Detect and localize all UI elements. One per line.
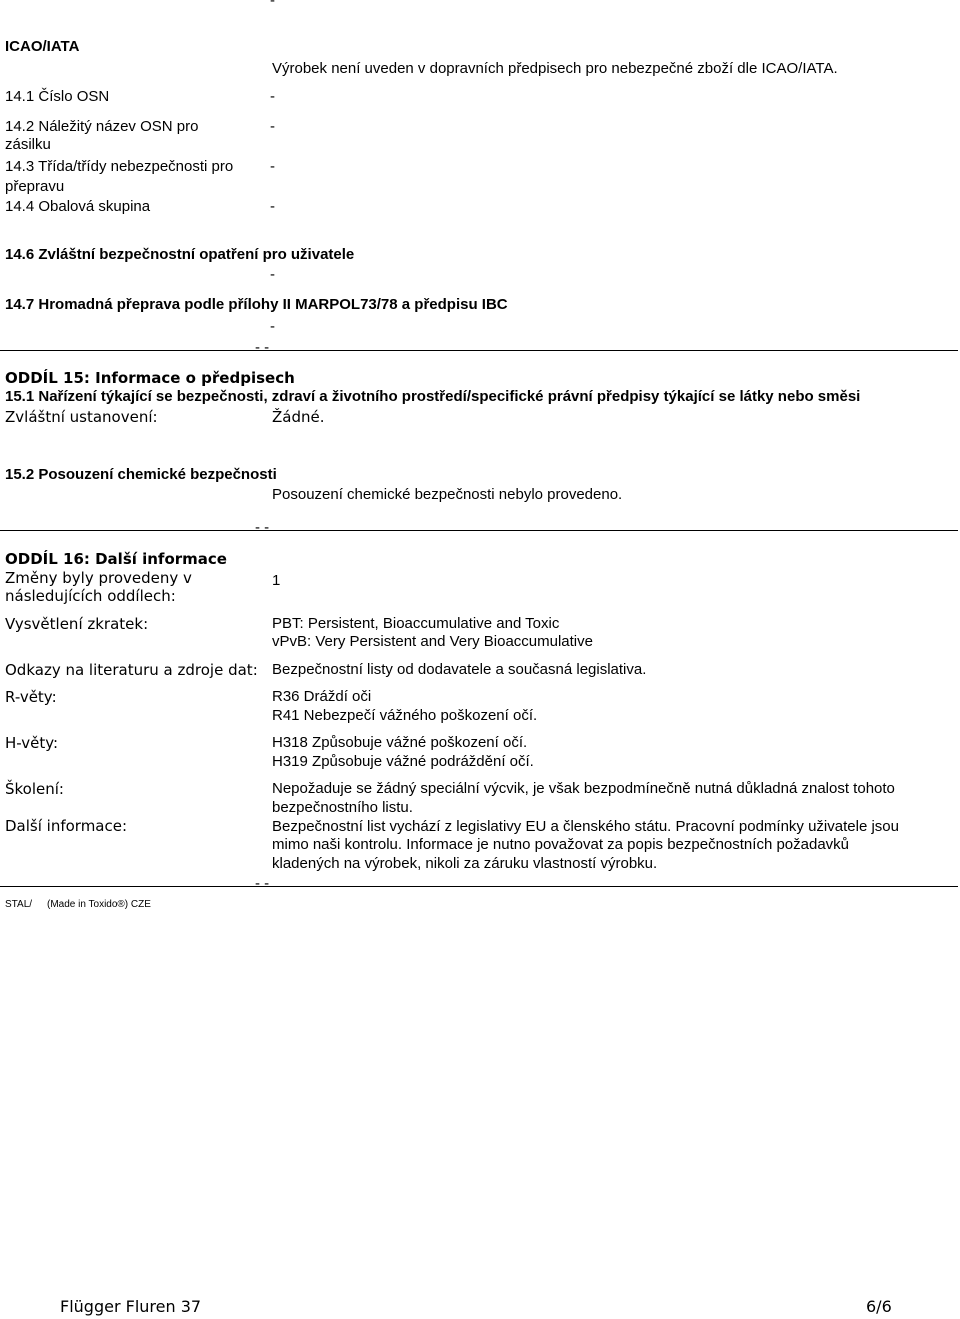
section-14-6-value: - — [270, 266, 275, 283]
other-info-line-3: kladených na výrobek, nikoli za záruku vlastností výrobku. — [272, 855, 658, 872]
section-divider — [0, 886, 958, 887]
abbrev-line-1: PBT: Persistent, Bioaccumulative and Toxic — [272, 615, 560, 632]
footer-code: STAL/ — [5, 899, 33, 910]
section-15-2-value: Posouzení chemické bezpečnosti nebylo provedeno. — [272, 486, 623, 503]
abbrev-label: Vysvětlení zkratek: — [5, 615, 149, 633]
section-divider — [0, 530, 958, 531]
hazard-class-label-2: přepravu — [5, 178, 65, 195]
section-14-6-title: 14.6 Zvláštní bezpečnostní opatření pro uživatele — [5, 246, 355, 263]
icao-heading: ICAO/IATA — [5, 38, 80, 55]
section-14-7-title: 14.7 Hromadná přeprava podle přílohy II MARPOL73/78 a předpisu IBC — [5, 296, 508, 313]
other-info-label: Další informace: — [5, 817, 128, 835]
r-phrase-1: R36 Dráždí oči — [272, 688, 372, 705]
section-15-2-title: 15.2 Posouzení chemické bezpečnosti — [5, 466, 277, 483]
training-line-2: bezpečnostního listu. — [272, 799, 413, 816]
r-phrases-label: R-věty: — [5, 688, 57, 706]
references-value: Bezpečnostní listy od dodavatele a současná legislativa. — [272, 661, 647, 678]
hazard-class-value: - — [270, 158, 275, 175]
changes-label-1: Změny byly provedeny v — [5, 569, 192, 587]
rule-marker: - - — [255, 875, 270, 892]
other-info-line-2: mimo naši kontrolu. Informace je nutno považovat za popis bezpečnostních požadavků — [272, 836, 850, 853]
h-phrases-label: H-věty: — [5, 734, 59, 752]
references-label: Odkazy na literaturu a zdroje dat: — [5, 661, 258, 679]
footer-product-name: Flügger Fluren 37 — [60, 1297, 202, 1316]
shipping-name-value: - — [270, 118, 275, 135]
rule-marker: - - — [255, 519, 270, 536]
packing-group-value: - — [270, 198, 275, 215]
footer-made-in: (Made in Toxido®) CZE — [47, 899, 151, 910]
shipping-name-label-2: zásilku — [5, 136, 51, 153]
rule-marker: - - — [255, 339, 270, 356]
hazard-class-label-1: 14.3 Třída/třídy nebezpečnosti pro — [5, 158, 234, 175]
icao-note: Výrobek není uveden v dopravních předpisech pro nebezpečné zboží dle ICAO/IATA. — [272, 60, 838, 77]
special-provisions-label: Zvláštní ustanovení: — [5, 408, 158, 426]
h-phrase-2: H319 Způsobuje vážné podráždění očí. — [272, 753, 534, 770]
un-number-label: 14.1 Číslo OSN — [5, 88, 110, 105]
section-15-1-title: 15.1 Nařízení týkající se bezpečnosti, zdraví a životního prostředí/specifické právní předpisy týkající se látky nebo směsi — [5, 388, 861, 405]
h-phrase-1: H318 Způsobuje vážné poškození očí. — [272, 734, 528, 751]
training-line-1: Nepožaduje se žádný speciální výcvik, je však bezpodmínečně nutná důkladná znalost tohoto — [272, 780, 895, 797]
changes-label-2: následujících oddílech: — [5, 587, 176, 605]
other-info-line-1: Bezpečnostní list vychází z legislativy EU a členského státu. Pracovní podmínky uživatele jsou — [272, 818, 899, 835]
r-phrase-2: R41 Nebezpečí vážného poškození očí. — [272, 707, 538, 724]
packing-group-label: 14.4 Obalová skupina — [5, 198, 151, 215]
shipping-name-label-1: 14.2 Náležitý název OSN pro — [5, 118, 199, 135]
footer-page-number: 6/6 — [866, 1297, 892, 1316]
abbrev-line-2: vPvB: Very Persistent and Very Bioaccumulative — [272, 633, 593, 650]
special-provisions-value: Žádné. — [272, 408, 325, 426]
section-divider — [0, 350, 958, 351]
un-number-value: - — [270, 88, 275, 105]
changes-value: 1 — [272, 572, 281, 589]
section-16-title: ODDÍL 16: Další informace — [5, 550, 227, 568]
section-14-7-value: - — [270, 318, 275, 335]
training-label: Školení: — [5, 780, 64, 798]
section-15-title: ODDÍL 15: Informace o předpisech — [5, 369, 295, 387]
top-dash: - — [270, 0, 275, 9]
